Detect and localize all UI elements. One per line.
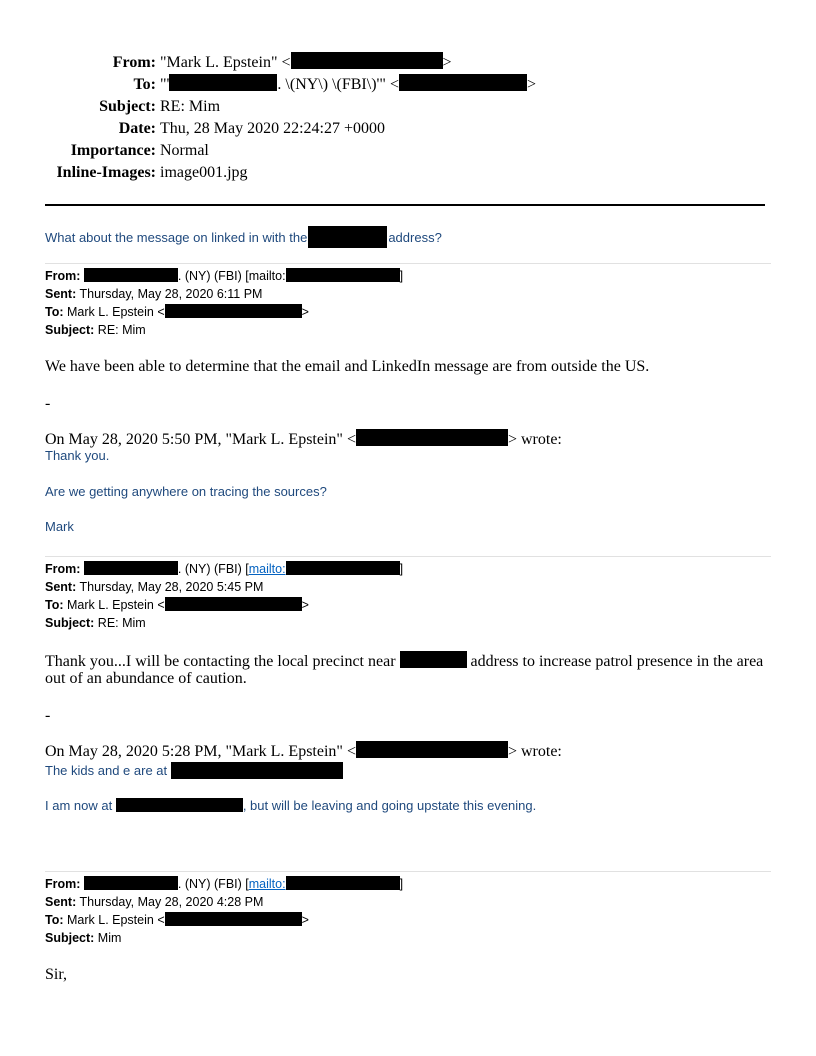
redaction-box xyxy=(356,429,508,446)
from-label: From: xyxy=(112,54,156,71)
from-value: "Mark L. Epstein" < xyxy=(160,54,291,71)
msg-from-row: From: . (NY) (FBI) [mailto: ] xyxy=(45,269,404,283)
msg-to-row: To: Mark L. Epstein < > xyxy=(45,305,309,319)
date-value: Thu, 28 May 2020 22:24:27 +0000 xyxy=(160,120,386,137)
subject-label: Subject: xyxy=(99,98,156,115)
header-inline-images-row xyxy=(40,162,536,184)
inline-images-label: Inline-Images: xyxy=(56,164,156,181)
redaction-box xyxy=(171,762,343,779)
header-from-row: From: "Mark L. Epstein" < > xyxy=(40,52,536,74)
importance-label: Importance: xyxy=(70,142,156,159)
message-separator xyxy=(45,871,771,872)
header-divider xyxy=(45,204,765,206)
header-subject-row xyxy=(40,96,536,118)
msg-from-row: From: . (NY) (FBI) [mailto: ] xyxy=(45,877,404,891)
mailto-link[interactable]: mailto: xyxy=(248,877,286,891)
subject-value: RE: Mim xyxy=(160,98,221,115)
message-separator xyxy=(45,263,771,264)
email-header xyxy=(40,52,536,184)
redaction-box xyxy=(286,876,400,890)
signature-dash: - xyxy=(45,707,51,724)
message-body: We have been able to determine that the email and LinkedIn message are from outside the US. xyxy=(45,358,650,375)
quoted-message-header xyxy=(45,267,403,339)
redaction-box xyxy=(165,912,302,926)
message-separator xyxy=(45,556,771,557)
redaction-box xyxy=(84,876,178,890)
to-label: To: xyxy=(133,76,156,93)
mailto-link[interactable]: mailto: xyxy=(248,562,286,576)
msg-sent-row: Sent: Thursday, May 28, 2020 5:45 PM xyxy=(45,580,264,594)
msg-subject-row: Subject: Mim xyxy=(45,931,122,945)
date-label: Date: xyxy=(118,120,156,137)
msg-from-row: From: . (NY) (FBI) [mailto: ] xyxy=(45,562,404,576)
inline-images-value: image001.jpg xyxy=(160,164,248,181)
signature-dash: - xyxy=(45,395,51,412)
header-importance-row xyxy=(40,140,536,162)
redaction-box xyxy=(291,52,443,69)
reply-signature: Mark xyxy=(45,519,74,534)
reply-line: Are we getting anywhere on tracing the sources? xyxy=(45,484,327,499)
msg-subject-row: Subject: RE: Mim xyxy=(45,323,146,337)
message-body-line2: out of an abundance of caution. xyxy=(45,670,247,687)
reply-paragraph: What about the message on linked in with the address? xyxy=(45,226,442,248)
quote-attribution: On May 28, 2020 5:28 PM, "Mark L. Epstein" < > wrote: xyxy=(45,743,562,760)
quoted-message-header xyxy=(45,875,403,947)
reply-line: The kids and e are at xyxy=(45,762,343,779)
redaction-box xyxy=(400,651,467,668)
redaction-box xyxy=(165,304,302,318)
redaction-box xyxy=(84,268,178,282)
redaction-box xyxy=(116,798,243,812)
importance-value: Normal xyxy=(160,142,209,159)
redaction-box xyxy=(356,741,508,758)
header-to-row: To: "' . \(NY\) \(FBI\)'" < > xyxy=(40,74,536,96)
message-body: Thank you...I will be contacting the local precinct near address to increase patrol presence in the area xyxy=(45,653,764,670)
redaction-box xyxy=(84,561,178,575)
redaction-box xyxy=(286,268,400,282)
to-value: . \(NY\) \(FBI\)'" < xyxy=(277,76,399,93)
msg-sent-row: Sent: Thursday, May 28, 2020 4:28 PM xyxy=(45,895,264,909)
msg-subject-row: Subject: RE: Mim xyxy=(45,616,146,630)
redaction-box xyxy=(165,597,302,611)
redaction-box xyxy=(308,226,387,248)
msg-sent-row: Sent: Thursday, May 28, 2020 6:11 PM xyxy=(45,287,263,301)
salutation: Sir, xyxy=(45,966,68,983)
header-date-row xyxy=(40,118,536,140)
msg-to-row: To: Mark L. Epstein < > xyxy=(45,913,309,927)
reply-line: I am now at , but will be leaving and going upstate this evening. xyxy=(45,798,537,813)
quote-attribution: On May 28, 2020 5:50 PM, "Mark L. Epstein" < > wrote: xyxy=(45,431,562,448)
redaction-box xyxy=(399,74,527,91)
redaction-box xyxy=(169,74,277,91)
redaction-box xyxy=(286,561,400,575)
msg-to-row: To: Mark L. Epstein < > xyxy=(45,598,309,612)
quoted-message-header xyxy=(45,560,403,632)
reply-line: Thank you. xyxy=(45,448,110,463)
